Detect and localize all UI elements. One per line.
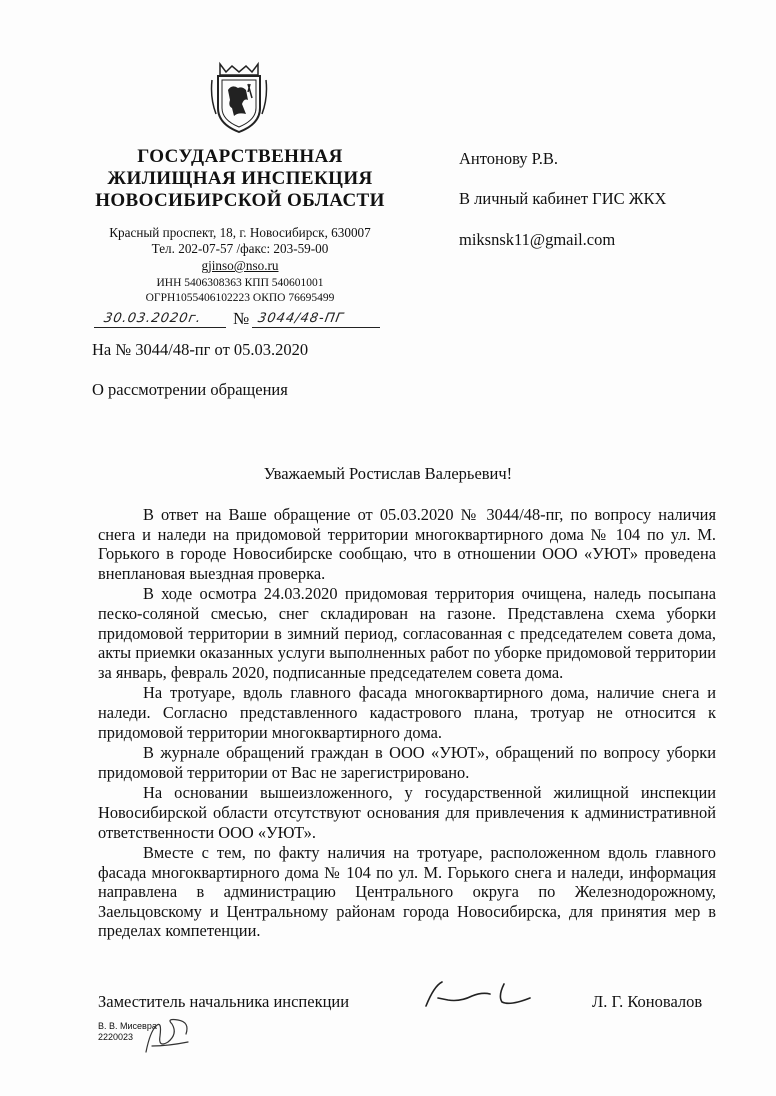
org-phone: Тел. 202-07-57 /факс: 203-59-00	[151, 241, 329, 256]
executor-initials-scribble	[138, 1012, 198, 1058]
number-underline	[252, 327, 380, 328]
executor-name: В. В. Мисевра	[98, 1021, 157, 1031]
org-email-link[interactable]: gjinso@nso.ru	[201, 258, 279, 273]
org-address: Красный проспект, 18, г. Новосибирск, 630007	[109, 225, 371, 240]
letter-body	[98, 505, 716, 941]
number-sign: №	[233, 309, 250, 328]
recipient-channel: В личный кабинет ГИС ЖКХ	[459, 189, 667, 208]
org-ogrn-okpo: ОГРН1055406102223 ОКПО 76695499	[145, 292, 335, 304]
recipient-email: miksnsk11@gmail.com	[459, 230, 616, 249]
outgoing-number: 3044/48-ПГ	[256, 311, 346, 326]
letter-subject: О рассмотрении обращения	[92, 380, 288, 399]
body-paragraph: В ответ на Ваше обращение от 05.03.2020 № 3044/48-пг, по вопросу наличия снега и наледи на придомовой территории многоквартирного дома № 104 по ул. М. Горького в городе Новосибирске сообщаю, что в отношении ООО «УЮТ» проведена внеплановая выездная проверка.	[98, 505, 716, 583]
org-name-line-3: НОВОСИБИРСКОЙ ОБЛАСТИ	[95, 190, 385, 211]
body-paragraph: На основании вышеизложенного, у государственной жилищной инспекции Новосибирской области отсутствуют основания для привлечения к административной ответственности ООО «УЮТ».	[98, 783, 716, 842]
recipient-name: Антонову Р.В.	[459, 149, 559, 168]
reply-reference: На № 3044/48-пг от 05.03.2020	[92, 340, 309, 359]
body-paragraph: На тротуаре, вдоль главного фасада многоквартирного дома, наличие снега и наледи. Согласно представленного кадастрового плана, тротуар не относится к придомовой территории многоквартирного дома.	[98, 683, 716, 742]
outgoing-date: 30.03.2020г.	[102, 311, 203, 326]
signer-position: Заместитель начальника инспекции	[98, 992, 350, 1011]
org-name-line-2: ЖИЛИЩНАЯ ИНСПЕКЦИЯ	[107, 168, 373, 189]
signature-scribble	[420, 976, 540, 1012]
body-paragraph: Вместе с тем, по факту наличия на тротуаре, расположенном вдоль главного фасада многоквартирного дома № 104 по ул. М. Горького снега и наледи, информация направлена в администрацию Центрального округа по Железнодорожному, Заельцовскому и Центральному районам города Новосибирска, для принятия мер в пределах компетенции.	[98, 843, 716, 941]
date-underline	[94, 327, 226, 328]
body-paragraph: В ходе осмотра 24.03.2020 придомовая территория очищена, наледь посыпана песко-соляной смесью, снег складирован на газоне. Представлена схема уборки придомовой территории в зимний период, согласованная с председателем совета дома, акты приемки оказанных услуги выполненных работ по уборке придомовой территории за январь, февраль 2020, подписанные председателем совета дома.	[98, 584, 716, 682]
executor-phone: 2220023	[98, 1032, 134, 1042]
signer-name: Л. Г. Коновалов	[592, 992, 703, 1011]
body-paragraph: В журнале обращений граждан в ООО «УЮТ», обращений по вопросу уборки придомовой территории от Вас не зарегистрировано.	[98, 743, 716, 782]
org-name-line-1: ГОСУДАРСТВЕННАЯ	[137, 146, 343, 167]
salutation: Уважаемый Ростислав Валерьевич!	[263, 464, 513, 483]
coat-of-arms-icon	[208, 58, 270, 136]
org-inn-kpp: ИНН 5406308363 КПП 540601001	[156, 277, 324, 289]
